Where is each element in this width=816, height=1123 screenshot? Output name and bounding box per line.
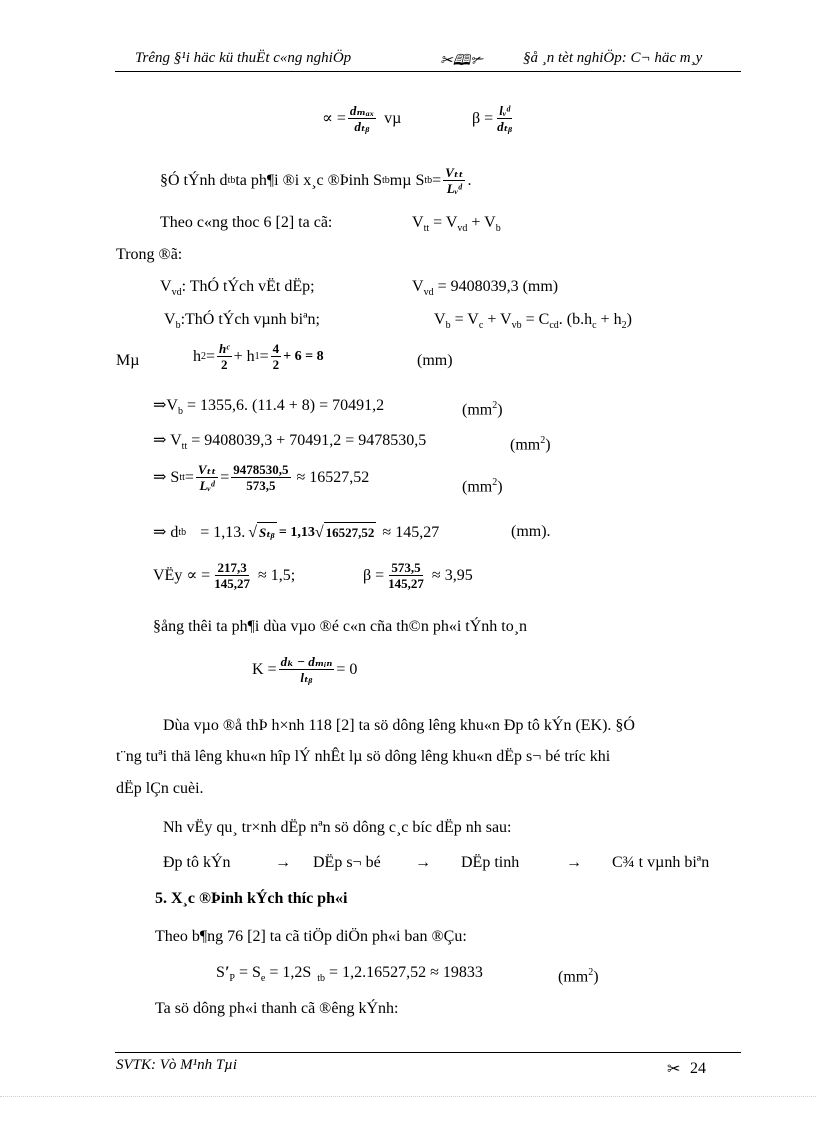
line-vb-label: $V_b:ThÓ$ tÝch vµnh biªn; <box>164 311 320 332</box>
line-where: Trong ®ã: <box>116 246 183 263</box>
footer-ornament: ✂ <box>667 1061 681 1078</box>
line-sp-calc: $S'_P = S_e = 1,2S$ $_{tb}$ = 1,2.16527,52 ≈ 19833 <box>216 964 483 985</box>
para-table-ref: Theo b¶ng 76 [2] ta cã tiÖp diÖn ph«i ban ®Çu: <box>155 928 467 945</box>
line-formula-ref: Theo c«ng thoc 6 [2] ta cã: <box>160 214 333 231</box>
line-k-intro: §ång thêi ta ph¶i dùa vµo ®é c«n cña th©n ph«i tÝnh to¸n <box>153 618 528 635</box>
header-school: Trêng §¹i häc kü thuËt c«ng nghiÖp <box>135 50 352 66</box>
para-ek-line3: dËp lÇn cuèi. <box>116 780 204 797</box>
header-project: §å ¸n tèt nghiÖp: C¬ häc m¸y <box>523 50 703 66</box>
para-ek-line1: Dùa vµo ®å thÞ h×nh 118 [2] ta sö dông lêng khu«n Ðp tô kÝn (EK). §Ó <box>163 717 635 734</box>
line-h2-eq: h 2 = $\frac{\text{hᶜ}}{2}$ + h 1 = $\frac{4}{2}$ + 6 = 8 <box>193 341 324 372</box>
line-dtb-def: §Ó tÝnh d tb ta ph¶i ®i x¸c ®Þinh S tb mµ S tb = $\frac{\text{Vₜₜ}}{\text{Lᵥᵈ}}$ . <box>160 165 472 196</box>
line-vvd-value: $V_{vd} = 9408039,3$ (mm) <box>412 278 559 299</box>
line-round-bar: Ta sö dông ph«i thanh cã ®êng kÝnh: <box>155 1000 399 1017</box>
page-bottom-border <box>0 1096 816 1097</box>
seq-step-3: DËp tinh <box>461 854 520 871</box>
line-alpha-value: VËy ∝ = $\frac{217,3}{145,27}$ ≈ 1,5; <box>153 560 296 591</box>
seq-step-2: DËp s¬ bé <box>313 854 381 871</box>
para-ek-line2: t¨ng tuªi thä lêng khu«n hîp lÝ nhÊt lµ sö dông lêng khu«n dËp s¬ bé tríc khi <box>116 748 611 765</box>
seq-arrow-3: → <box>566 854 582 871</box>
line-vtt-calc: ⇒ $V_{tt} = 9408039,3 + 70491,2 = 9478530,5$ <box>153 432 427 453</box>
line-vb-unit: $(mm^2)$ <box>462 400 503 419</box>
header-ornament: ✂🕮✃ <box>440 53 483 69</box>
para-process-intro: Nh vËy qu¸ tr×nh dËp nªn sö dông c¸c bíc dËp nh sau: <box>163 819 512 836</box>
line-beta-value: β = $\frac{573,5}{145,27}$ ≈ 3,95 <box>363 560 473 591</box>
seq-arrow-1: → <box>275 854 291 871</box>
line-h2-unit: (mm) <box>417 352 453 369</box>
seq-arrow-2: → <box>415 854 431 871</box>
eq-alpha: ∝ = $\frac{\text{dₘₐₓ}}{\text{dₜᵦ}}$ vµ <box>322 103 402 134</box>
line-stt-unit: $(mm^2)$ <box>462 477 503 496</box>
page-number: 24 <box>690 1060 706 1077</box>
line-sp-unit: $(mm^2)$ <box>558 967 599 986</box>
header-rule <box>115 71 741 72</box>
line-dtb-calc: ⇒ d tb = 1,13. √ Sₜᵦ = 1,13 √ 16527,52 ≈ 145,27 <box>153 522 439 543</box>
section-heading: 5. X¸c ®Þinh kÝch thíc ph«i <box>155 890 348 907</box>
line-vvd-label: $V_{vd}$: ThÓ tÝch vËt dËp; <box>160 278 315 299</box>
line-vb-value: $V_b = V_c + V_{vb} = C_{cd}$. $(b.h_c + h_2)$ <box>434 311 632 332</box>
line-vtt-unit: $(mm^2)$ <box>510 435 551 454</box>
line-stt-calc: ⇒ S tt = $\frac{\text{Vₜₜ}}{\text{Lᵥᵈ}}$ = $\frac{9478530,5}{573,5}$ ≈ 16527,52 <box>153 462 370 493</box>
eq-beta: β = $\frac{\text{lᵥᵈ}}{\text{dₜᵦ}}$ <box>472 103 513 134</box>
footer-author: SVTK: Vò M¹nh Tµi <box>116 1057 238 1073</box>
line-vb-calc: $\Rightarrow V_b = 1355,6$. (11.4 + 8) = 70491,2 <box>153 397 385 418</box>
footer-rule <box>115 1052 741 1053</box>
line-mu-label: Mµ <box>116 352 140 369</box>
line-k-eq: K = $\frac{\text{dₖ − dₘᵢₙ}}{\text{lₜᵦ}}$ = 0 <box>252 654 358 685</box>
seq-step-4: C¾ t vµnh biªn <box>612 854 710 871</box>
line-vtt-eq: $V_{tt} = V_{vd} + V_b$ <box>412 214 501 235</box>
seq-step-1: Ðp tô kÝn <box>163 854 231 871</box>
line-dtb-unit: (mm). <box>511 523 551 540</box>
